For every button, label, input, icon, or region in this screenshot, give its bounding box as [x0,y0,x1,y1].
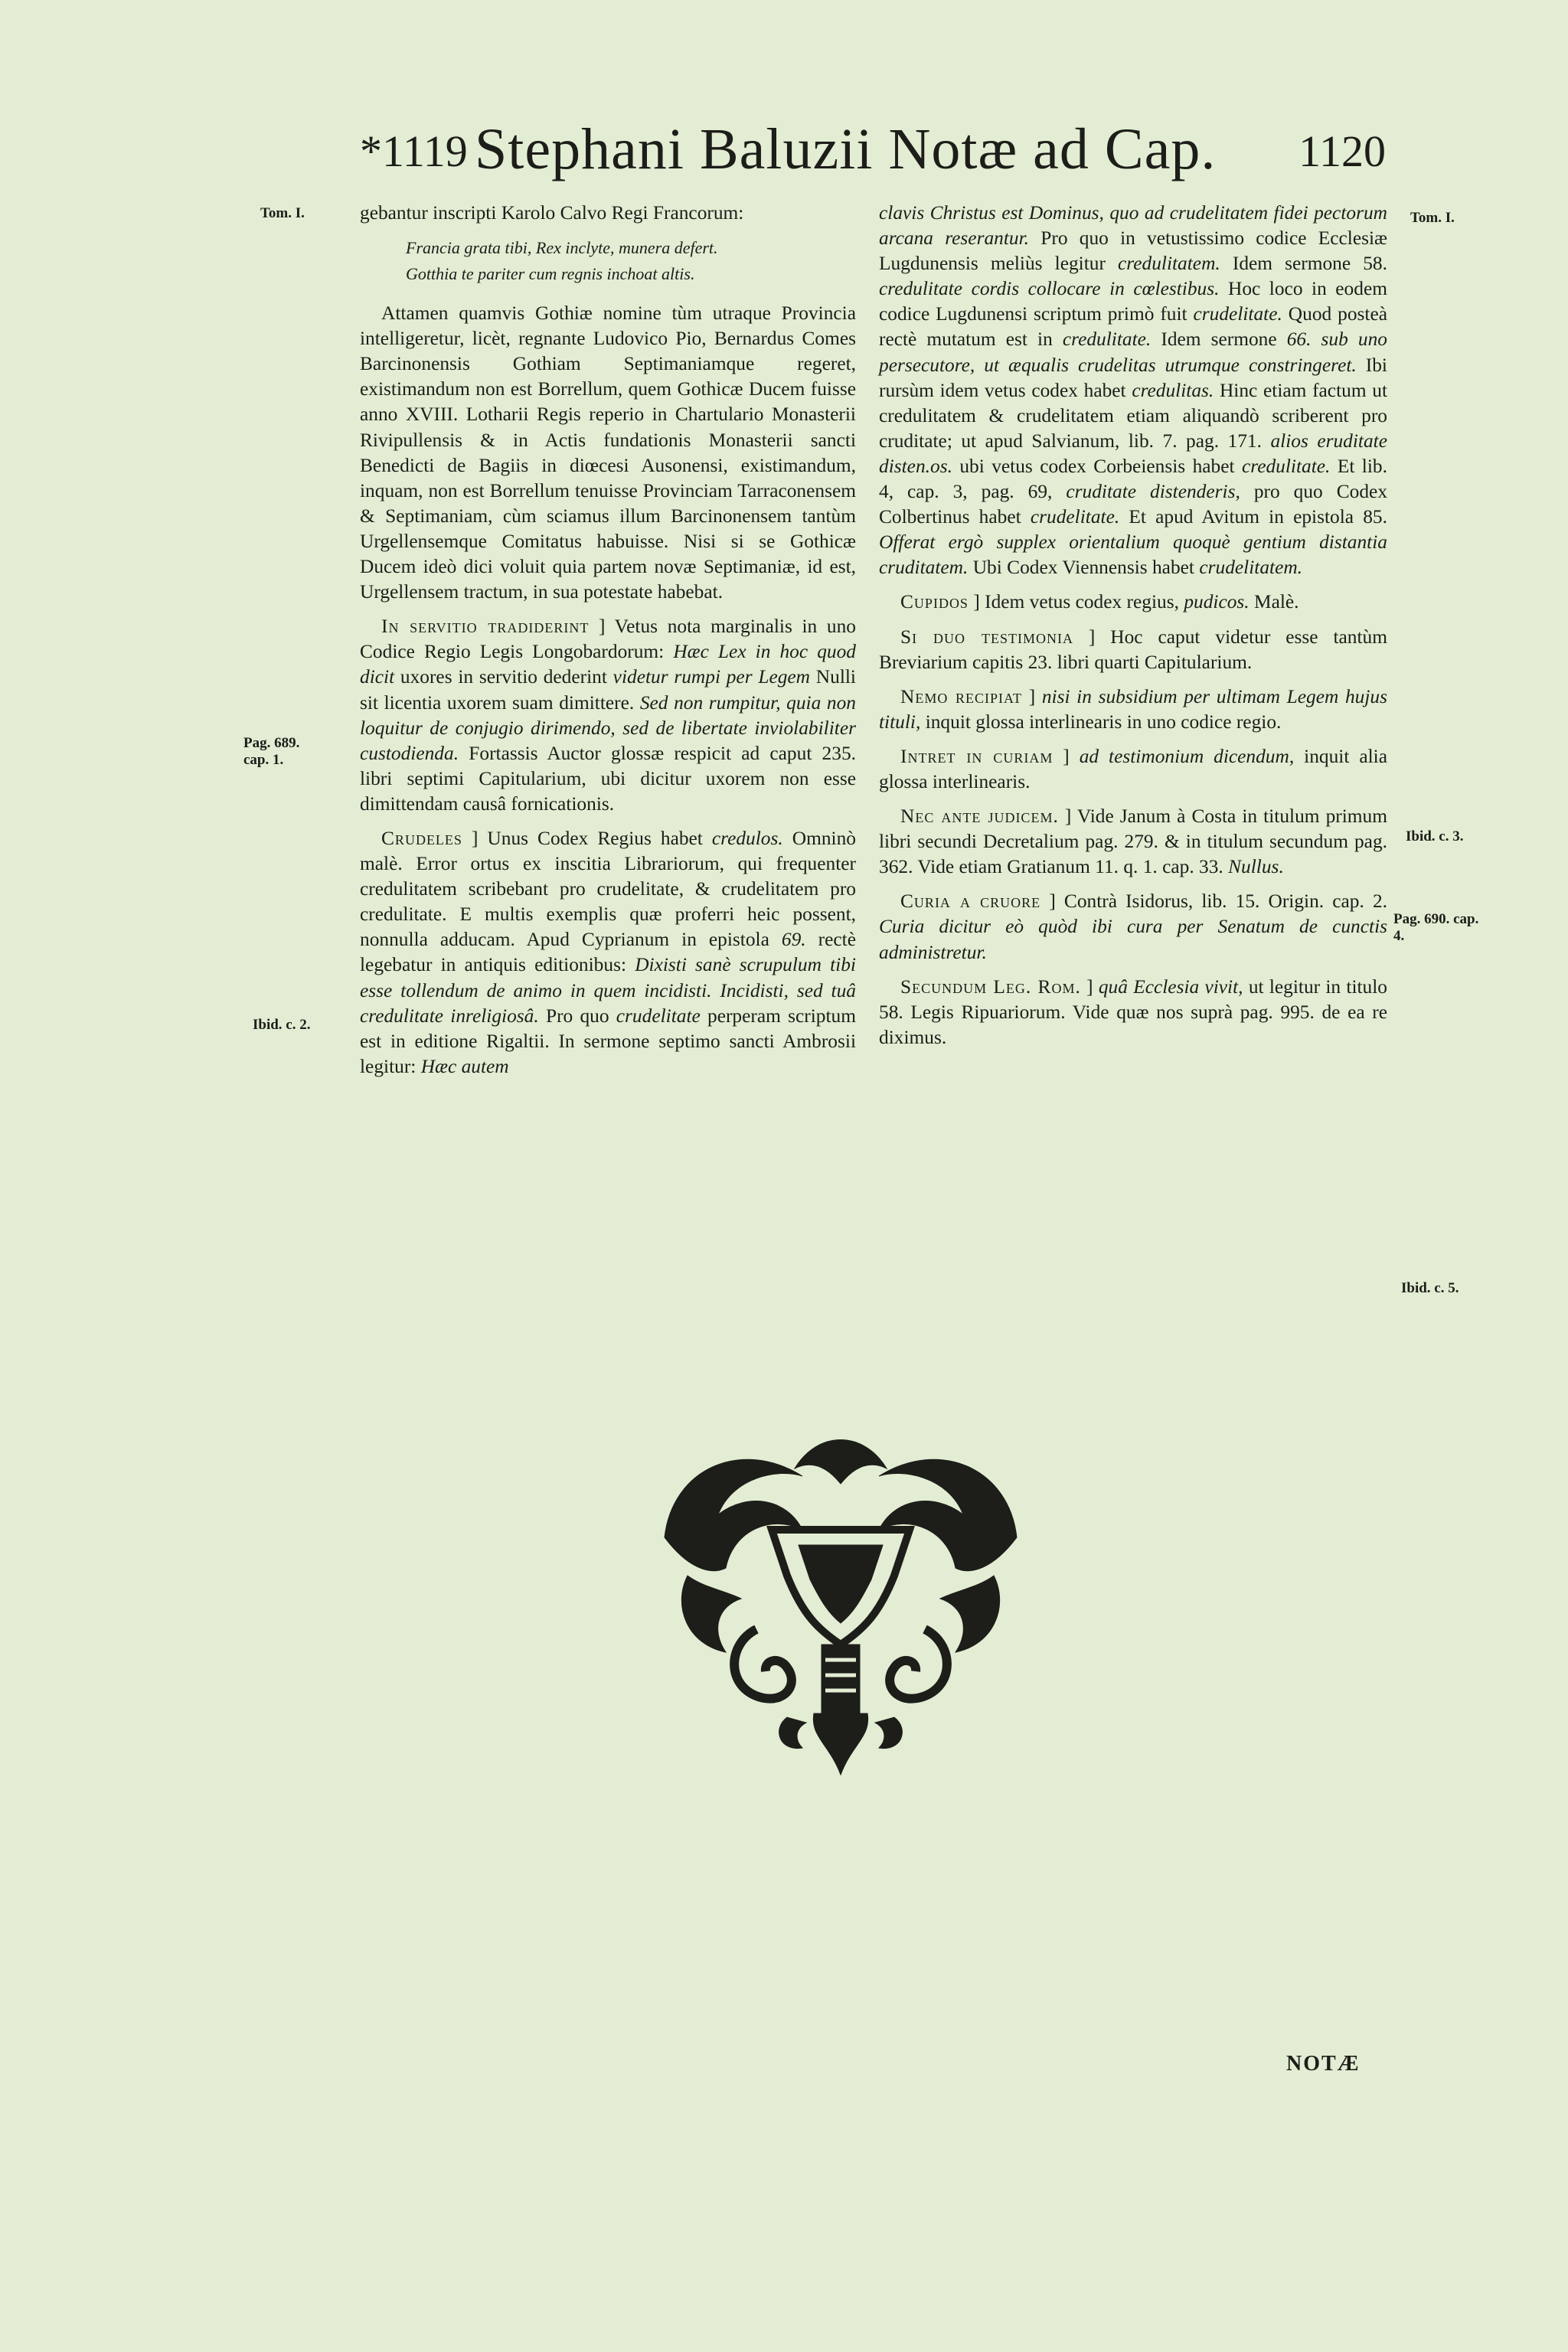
note-intret-in-curiam [879,744,1387,795]
margin-note-pag-689 [243,735,328,769]
note-text: uxores in servitio dederint [400,666,607,688]
note-italic: cruditate distenderis, [1066,481,1240,503]
margin-note-text: Pag. 689. cap. 1. [243,735,300,768]
note-italic: 69. [781,929,806,951]
note-text: ] [1028,685,1036,707]
note-text: Pro quo in vetustissimo codice Ecclesiæ Lugdunensis meliùs legitur [879,227,1387,275]
page-title: Stephani Baluzii Notæ ad Cap. [475,117,1217,181]
note-cupidos [879,590,1387,615]
lemma: Nec ante judicem. [900,805,1059,828]
note-in-servitio [360,614,856,817]
note-si-duo-testimonia [879,625,1387,675]
note-italic: crudelitate [616,1004,701,1027]
verse-line-1: Francia grata tibi, Rex inclyte, munera defert. [406,238,718,258]
note-text: Hinc etiam factum ut credulitatem & crudelitatem etiam aliquandò scriberent pro cruditate; ut apud Salvianum, lib. 7. pag. 171. [879,379,1387,452]
margin-note-text: Ibid. c. 3. [1406,828,1464,844]
note-italic: ad testimonium dicendum, [1079,745,1295,767]
note-text: Et lib. 4, cap. 3, pag. 69, [879,455,1387,503]
note-italic: videtur rumpi per Legem [612,666,811,688]
note-italic: crudelitate. [1193,303,1282,325]
note-italic: crudelitatem. [1199,557,1303,579]
note-crudeles [360,826,856,1080]
note-text: rectè legebatur in antiquis editionibus: [360,929,856,976]
note-text: Pro quo [545,1004,609,1027]
note-italic: Dixisti sanè scrupulum tibi esse tollendum de animo in quem incidisti. Incidisti, sed tuâ credulitate inreligiosâ. [360,954,856,1027]
note-text: Et apud Avitum in epistola 85. [1129,506,1387,528]
note-text: ] Vide Janum à Costa in titulum primum libri secundi Decretalium pag. 279. & in titulum secundum pag. 362. Vide etiam Gratianum 11. q. 1. cap. 33. [879,805,1387,878]
acanthus-fleuron-icon [642,1423,1040,1790]
left-column [360,201,856,1089]
note-italic: clavis Christus est Dominus, quo ad crudelitatem fidei pectorum arcana reserantur. [879,202,1387,250]
lemma: Curia a cruore [900,890,1041,913]
note-italic: credulitate. [1241,455,1331,477]
intro-line: gebantur inscripti Karolo Calvo Regi Francorum: [360,202,744,224]
margin-note-text: Ibid. c. 2. [253,1017,311,1033]
note-italic: credulos. [711,827,783,849]
note-text: ] [1086,975,1093,998]
lemma: Nemo recipiat [900,685,1023,707]
note-text: ] Unus Codex Regius habet [471,827,703,849]
margin-note-text: Ibid. c. 5. [1401,1280,1459,1296]
note-text: Malè. [1254,591,1299,613]
margin-note-text: Tom. I. [1410,210,1455,226]
note-text: Omninò malè. Error ortus ex inscitia Librariorum, qui frequenter credulitatem scribebant pro crudelitate, & crudelitatem pro credulitate. E multis exemplis quæ proferri heic possent, nonnulla adducam. Apud Cyprianum in epistola [360,827,856,951]
note-nec-ante-judicem [879,804,1387,880]
note-italic: credulitate. [1062,328,1152,351]
note-italic: Hæc Lex in hoc quod dicit [360,641,856,688]
note-italic: pudicos. [1184,591,1250,613]
note-italic: crudelitate. [1030,506,1120,528]
lemma: Intret in curiam [900,745,1054,767]
margin-note-text: Pag. 690. cap. 4. [1393,911,1479,944]
lemma: Si duo testimonia [900,626,1073,648]
verse-quotation [406,235,856,287]
note-text: Idem sermone [1161,328,1277,351]
note-text: inquit alia glossa interlinearis. [879,745,1387,792]
note-italic: 66. sub uno persecutore, ut æqualis crudelitas utrumque constringeret. [879,328,1387,376]
note-text: ubi vetus codex Corbeiensis habet [959,455,1235,477]
note-text: Ubi Codex Viennensis habet [972,557,1194,579]
margin-note-tom-right [1410,210,1455,227]
note-text: Fortassis Auctor glossæ respicit ad caput 235. libri septimi Capitularium, ubi dicitur uxorem non esse dimittendam causâ fornicationis. [360,742,856,815]
running-header [360,116,1386,193]
note-text: ] Hoc caput videtur esse tantùm Breviarium capitis 23. libri quarti Capitularium. [879,626,1387,673]
note-italic: Curia dicitur eò quòd ibi cura per Senatum de cunctis administretur. [879,916,1387,963]
note-italic: credulitas. [1132,379,1214,401]
margin-note-ibid-c3 [1406,828,1464,845]
lemma: Secundum Leg. Rom. [900,975,1081,998]
note-text: Ibi rursùm idem vetus codex habet [879,354,1387,401]
verse-line-2: Gotthia te pariter cum regnis inchoat altis. [406,264,695,284]
note-italic: credulitate cordis collocare in cœlestibus. [879,278,1220,300]
note-italic: alios eruditate disten.os. [879,430,1388,477]
margin-note-tom-left [260,205,305,222]
note-text: ] Contrà Isidorus, lib. 15. Origin. cap. 2. [1049,890,1388,913]
lemma: In servitio tradiderint [381,616,590,638]
note-italic: quâ Ecclesia vivit, [1098,975,1243,998]
note-italic: Hæc autem [420,1055,509,1077]
note-text: Idem sermone 58. [1232,253,1387,275]
note-text: inquit glossa interlinearis in uno codice regio. [925,710,1282,733]
margin-note-ibid-c5 [1401,1280,1459,1297]
note-text: ] [1063,745,1070,767]
note-text: pro quo Codex Colbertinus habet [879,481,1388,528]
note-text: perperam scriptum est in editione Rigaltii. In sermone septimo sancti Ambrosii legitur: [360,1004,856,1077]
note-text: ut legitur in titulo 58. Legis Ripuariorum. Vide quæ nos suprà pag. 995. de ea re diximus. [879,975,1388,1048]
margin-note-ibid-c2 [253,1017,311,1034]
note-nemo-recipiat [879,684,1387,735]
note-italic: Nullus. [1228,856,1284,878]
note-text: ] Idem vetus codex regius, [973,591,1179,613]
note-italic: nisi in subsidium per ultimam Legem hujus tituli, [879,685,1387,733]
note-italic: credulitatem. [1118,253,1220,275]
note-italic: Offerat ergò supplex orientalium quoquè gentium distantia cruditatem. [879,531,1387,579]
continuation-paragraph [879,201,1387,580]
note-text: Quod posteà rectè mutatum est in [879,303,1387,351]
note-text: ] Vetus nota marginalis in uno Codice Regio Legis Longobardorum: [360,616,856,663]
note-italic: Sed non rumpitur, quia non loquitur de conjugio dirimendo, sed de libertate inviolabiliter custodienda. [360,691,856,764]
right-column-number: 1120 [1298,126,1386,176]
margin-note-pag-690 [1393,911,1485,945]
lemma: Cupidos [900,591,969,613]
paragraph-gothia: Attamen quamvis Gothiæ nomine tùm utraque Provincia intelligeretur, licèt, regnante Ludovico Pio, Bernardus Comes Barcinonensis Gothiam Septimaniamque regeret, existimandum non est Borrellum, quem Gothicæ Ducem fuisse anno XVIII. Lotharii Regis reperio in Chartulario Monasterii Rivipullensis & in Actis fundationis Monasterii sancti Benedicti de Bagiis in diœcesi Ausonensi, existimandum, inquam, non est Borrellum tenuisse Provinciam Tarraconensem & Septimaniam, cùm sciamus illum Barcinonensem tantùm Urgellensemque Comitatus habuisse. Nisi si se Gothicæ Ducem ideò dici voluit quia partem novæ Septimaniæ, id est, Urgellensem tractum, in sua potestate habebat. [360,302,856,603]
right-column [879,201,1387,1060]
lemma: Crudeles [381,827,462,849]
note-text: Hoc loco in eodem codice Lugdunensi scriptum primò fuit [879,278,1387,325]
left-column-number: *1119 [360,126,468,176]
note-curia-a-cruore [879,889,1387,965]
note-text: Nulli sit licentia uxorem suam dimittere. [360,666,856,714]
note-secundum-leg-rom [879,975,1387,1050]
margin-note-text: Tom. I. [260,205,305,221]
catchword: NOTÆ [1286,2052,1361,2076]
